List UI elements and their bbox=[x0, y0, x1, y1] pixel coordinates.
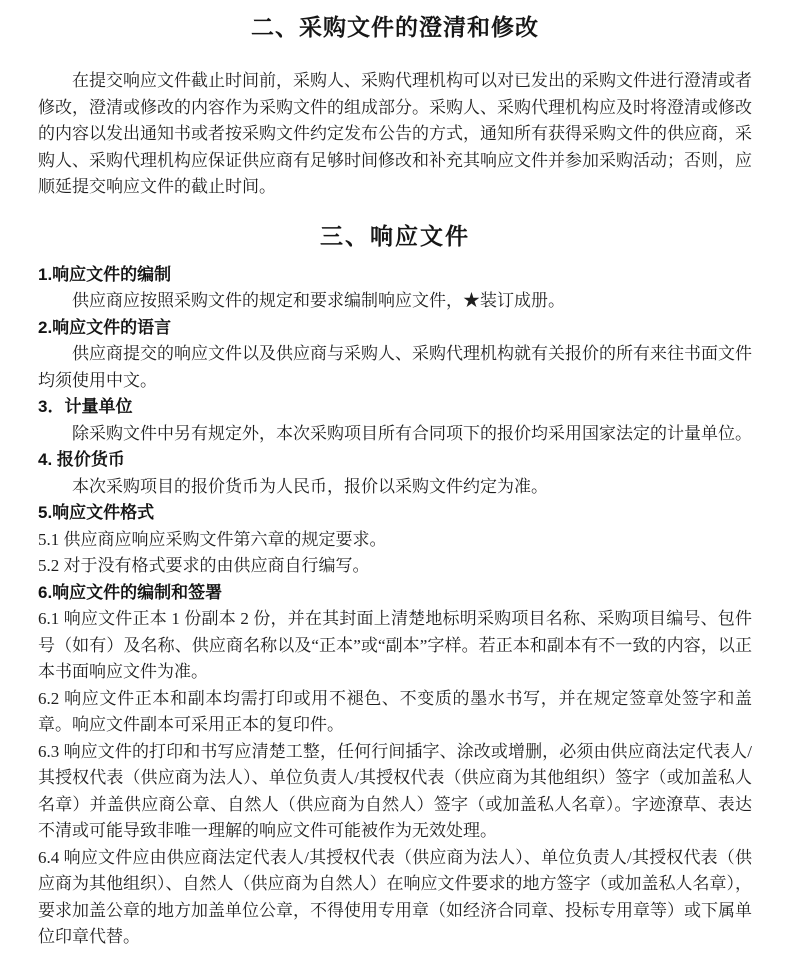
clause-5 bbox=[38, 500, 752, 580]
clause-6 bbox=[38, 580, 752, 951]
clause-6-item-2: 6.2 响应文件正本和副本均需打印或用不褪色、不变质的墨水书写，并在规定签章处签字和盖章。响应文件副本可采用正本的复印件。 bbox=[38, 688, 752, 734]
clause-5-item-1: 5.1 供应商应响应采购文件第六章的规定要求。 bbox=[38, 529, 387, 549]
clause-6-item-3: 6.3 响应文件的打印和书写应清楚工整，任何行间插字、涂改或增删，必须由供应商法定代表人/其授权代表（供应商为法人）、单位负责人/其授权代表（供应商为其他组织）签字（或加盖私人名章）并盖供应商公章、自然人（供应商为自然人）签字（或加盖私人名章）。字迹潦草、表达不清或可能导致非唯一理解的响应文件可能被作为无效处理。 bbox=[38, 741, 752, 840]
clause-6-item-1: 6.1 响应文件正本 1 份副本 2 份，并在其封面上清楚地标明采购项目名称、采购项目编号、包件号（如有）及名称、供应商名称以及“正本”或“副本”字样。若正本和副本有不一致的内容，以正本书面响应文件为准。 bbox=[38, 609, 752, 681]
clause-3 bbox=[38, 394, 752, 447]
clause-1-body: 供应商应按照采购文件的规定和要求编制响应文件，★装订成册。 bbox=[72, 291, 565, 310]
clause-2-heading: 2.响应文件的语言 bbox=[38, 317, 172, 337]
clause-5-heading: 5.响应文件格式 bbox=[38, 503, 155, 522]
clause-5-item-2: 5.2 对于没有格式要求的由供应商自行编写。 bbox=[38, 556, 370, 575]
clause-1-heading: 1.响应文件的编制 bbox=[38, 264, 172, 284]
section-title-clarification: 二、采购文件的澄清和修改 bbox=[251, 14, 539, 40]
clarification-paragraph: 在提交响应文件截止时间前，采购人、采购代理机构可以对已发出的采购文件进行澄清或者修改，澄清或修改的内容作为采购文件的组成部分。采购人、采购代理机构应及时将澄清或修改的内容以发出通知书或者按采购文件约定发布公告的方式，通知所有获得采购文件的供应商，采购人、采购代理机构应保证供应商有足够时间修改和补充其响应文件并参加采购活动；否则，应顺延提交响应文件的截止时间。 bbox=[38, 71, 752, 196]
clause-2 bbox=[38, 315, 752, 395]
clause-4 bbox=[38, 447, 752, 500]
clause-4-body: 本次采购项目的报价货币为人民币，报价以采购文件约定为准。 bbox=[72, 476, 548, 496]
section-title-response-documents: 三、响应文件 bbox=[320, 222, 470, 249]
clause-4-heading: 4. 报价货币 bbox=[38, 450, 125, 469]
clause-2-body: 供应商提交的响应文件以及供应商与采购人、采购代理机构就有关报价的所有来往书面文件均须使用中文。 bbox=[38, 344, 752, 390]
clause-1 bbox=[38, 262, 752, 315]
clause-6-item-4: 6.4 响应文件应由供应商法定代表人/其授权代表（供应商为法人）、单位负责人/其授权代表（供应商为其他组织）、自然人（供应商为自然人）在响应文件要求的地方签字（或加盖私人名章），要求加盖公章的地方加盖单位公章，不得使用专用章（如经济合同章、投标专用章等）或下属单位印章代替。 bbox=[38, 847, 752, 946]
clause-6-heading: 6.响应文件的编制和签署 bbox=[38, 582, 223, 602]
clause-3-heading: 3．计量单位 bbox=[38, 397, 133, 416]
clause-3-body: 除采购文件中另有规定外，本次采购项目所有合同项下的报价均采用国家法定的计量单位。 bbox=[72, 423, 752, 443]
